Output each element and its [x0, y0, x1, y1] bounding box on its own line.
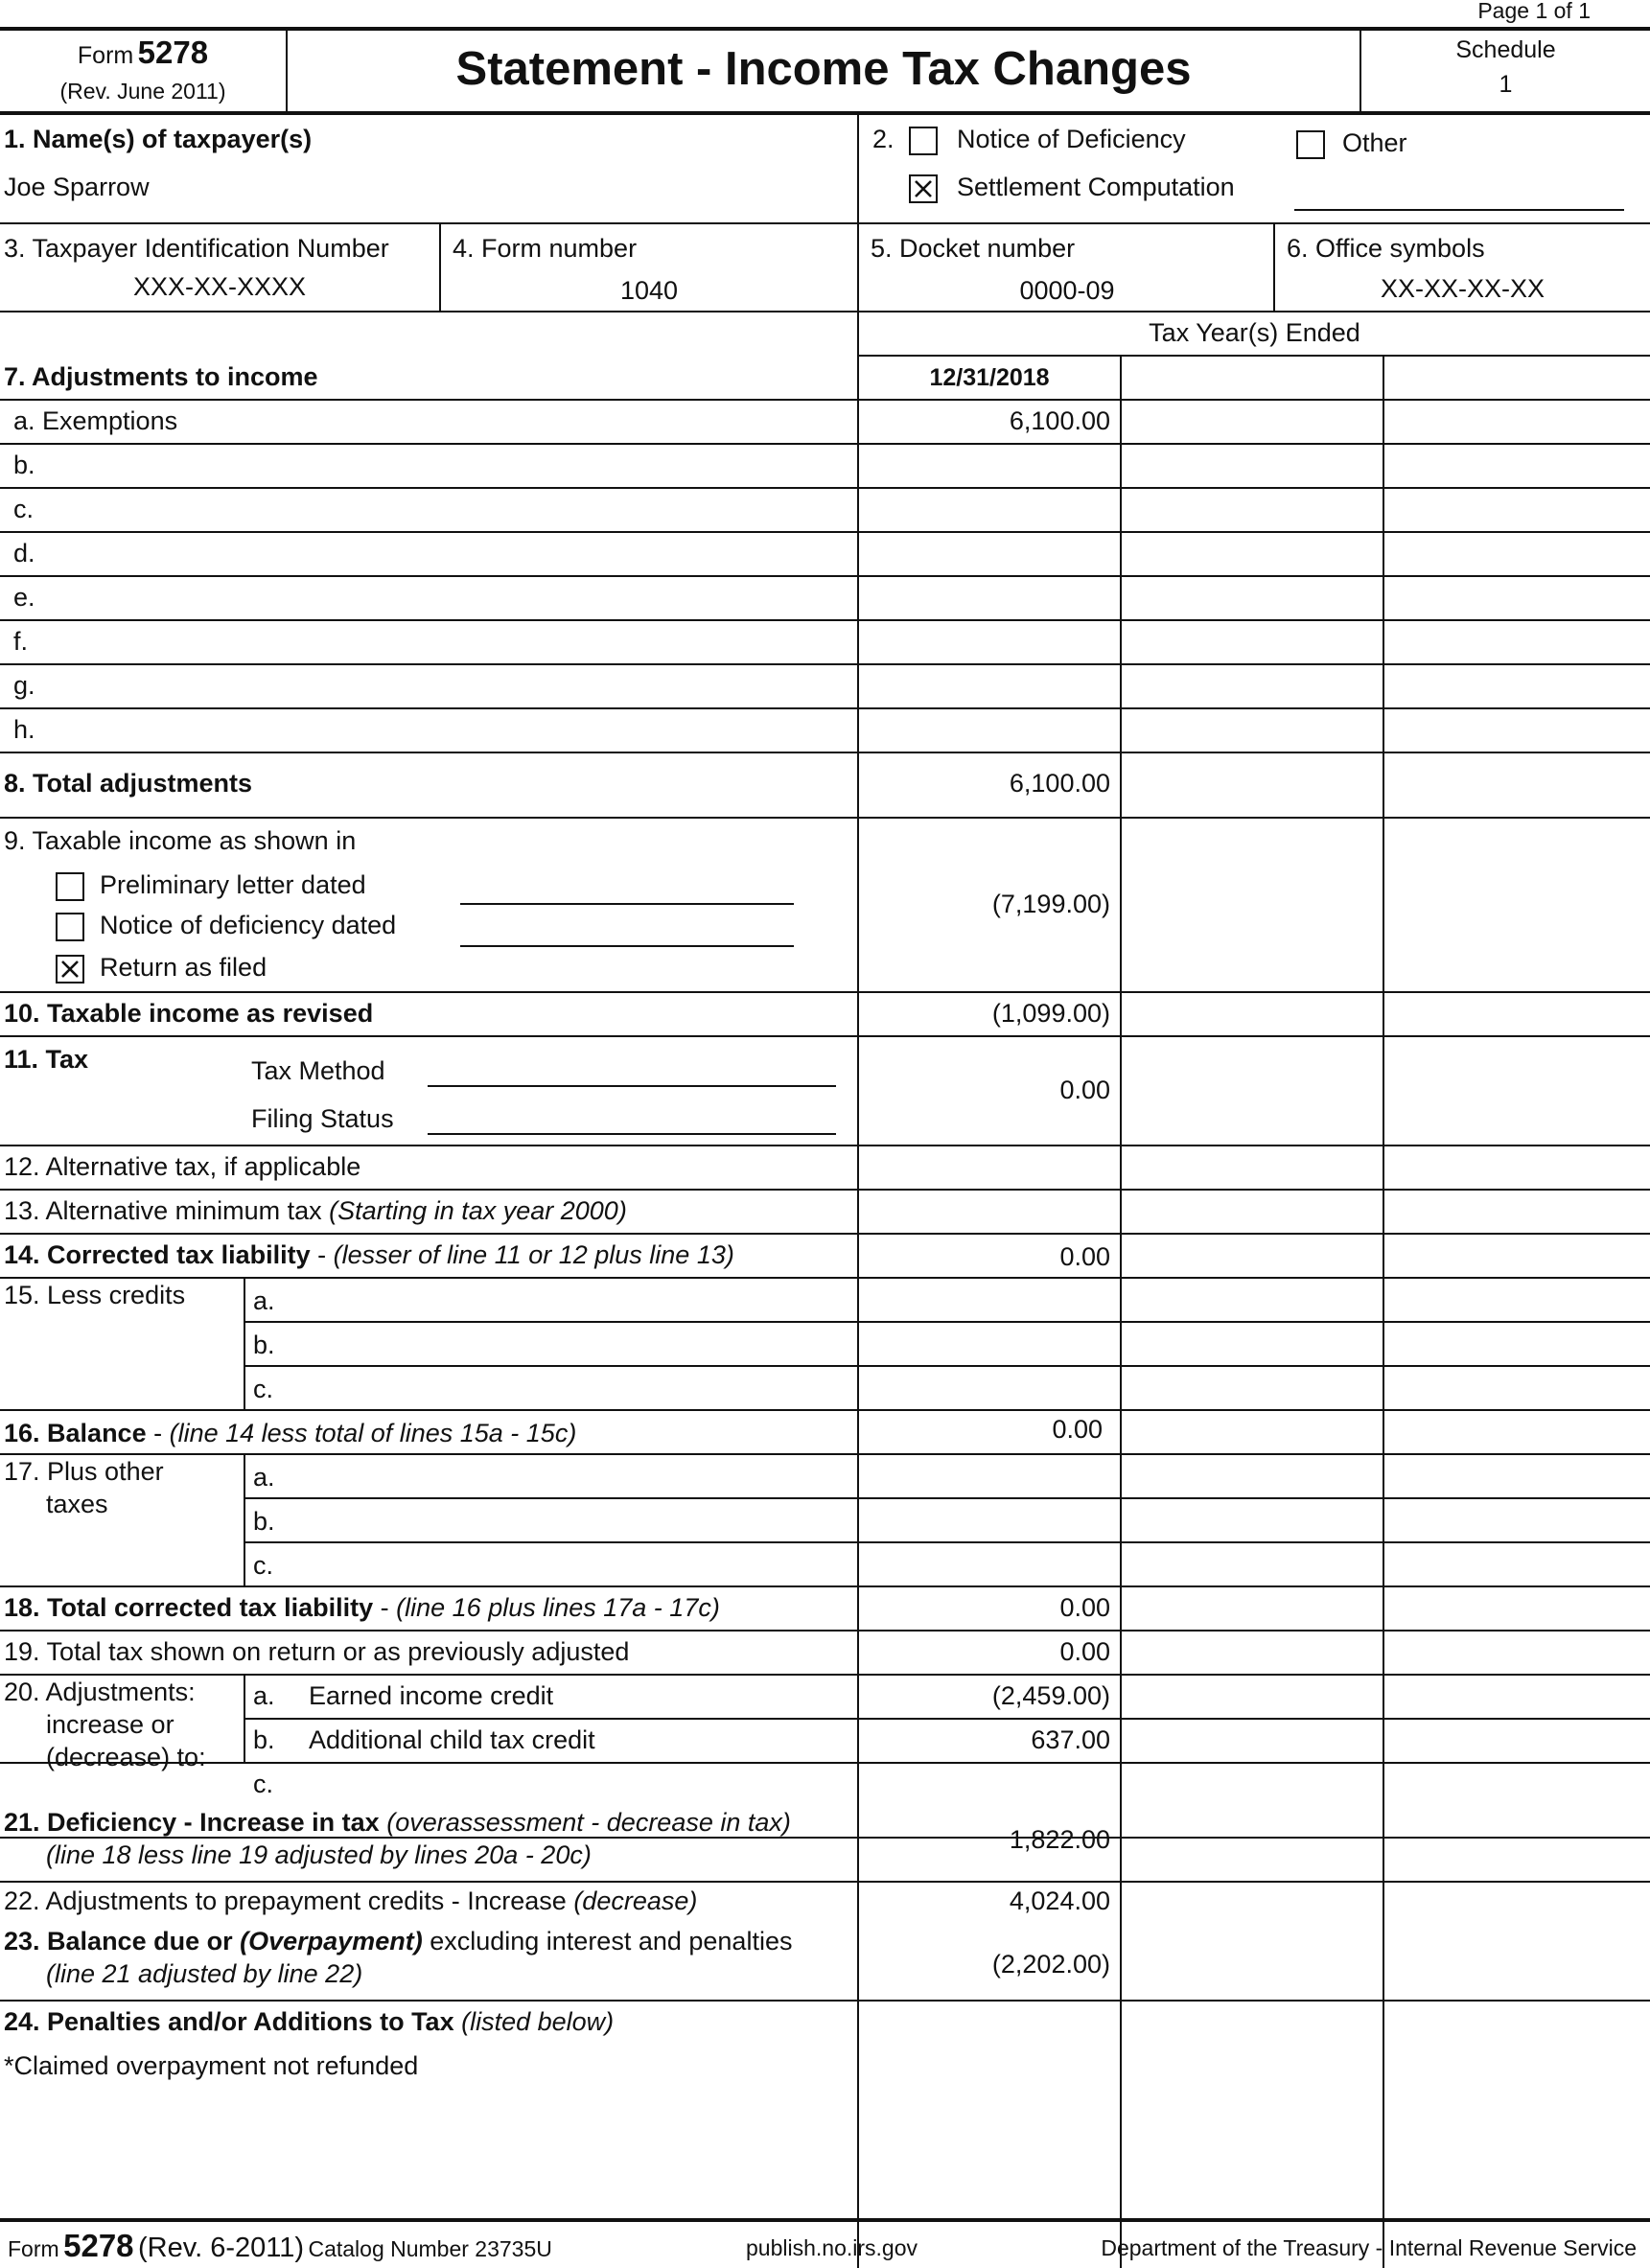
- rule: [244, 1321, 1650, 1323]
- rule: [0, 1453, 1650, 1455]
- office-symbols-value[interactable]: XX-XX-XX-XX: [1380, 274, 1545, 303]
- line-10-value[interactable]: (1,099.00): [991, 999, 1110, 1028]
- rule-top: [0, 27, 1650, 31]
- line-16-note: (line 14 less total of lines 15a - 15c): [169, 1419, 577, 1447]
- notice-of-deficiency-checkbox[interactable]: [909, 127, 938, 155]
- line-16-value[interactable]: 0.00: [1052, 1415, 1103, 1444]
- form-title: Statement - Income Tax Changes: [455, 43, 1192, 95]
- taxpayer-name-label: 1. Name(s) of taxpayer(s): [4, 125, 313, 153]
- check-x-icon: [59, 959, 81, 980]
- form-prefix: Form: [77, 42, 134, 69]
- line-22-note: (decrease): [573, 1886, 698, 1915]
- rule: [0, 1881, 1650, 1883]
- line-14-label: 14. Corrected tax liability: [4, 1240, 311, 1269]
- settlement-computation-checkbox[interactable]: [909, 174, 938, 203]
- schedule-number: 1: [1499, 71, 1513, 98]
- line-24: [4, 2009, 614, 2035]
- notice-of-deficiency-dated-label: Notice of deficiency dated: [100, 911, 397, 939]
- line-18-label: 18. Total corrected tax liability: [4, 1593, 374, 1622]
- preliminary-letter-checkbox[interactable]: [56, 872, 84, 901]
- rule: [0, 1035, 1650, 1037]
- line-20-label-cont: increase or: [46, 1710, 174, 1739]
- line-17b-label: b.: [253, 1507, 275, 1536]
- rule-header-bottom: [0, 111, 1650, 115]
- rule: [0, 487, 1650, 489]
- notice-date-line: [460, 945, 794, 947]
- line-23-value[interactable]: (2,202.00): [991, 1950, 1110, 1979]
- rule: [0, 1837, 1650, 1839]
- line-20-label: 20. Adjustments:: [4, 1678, 196, 1706]
- line-7g-label: g.: [13, 671, 35, 700]
- return-as-filed-label: Return as filed: [100, 953, 267, 982]
- column-divider: [1120, 357, 1122, 2268]
- divider: [857, 113, 859, 222]
- line-11-value[interactable]: 0.00: [1059, 1076, 1110, 1104]
- notice-of-deficiency-dated-checkbox[interactable]: [56, 913, 84, 941]
- page-indicator: Page 1 of 1: [1477, 0, 1591, 23]
- claimed-overpayment-note: *Claimed overpayment not refunded: [4, 2051, 419, 2080]
- line-7e-label: e.: [13, 583, 35, 612]
- rule: [0, 1674, 1650, 1676]
- line-15a-label: a.: [253, 1286, 275, 1315]
- item-2-number: 2.: [872, 125, 895, 153]
- rule-bottom: [0, 2218, 1650, 2222]
- line-20b-letter: b.: [253, 1725, 275, 1754]
- filing-status-line: [428, 1133, 836, 1135]
- line-18: [4, 1595, 720, 1621]
- form-number: 5278: [137, 35, 209, 70]
- tax-years-header: Tax Year(s) Ended: [1149, 318, 1360, 347]
- line-17a-label: a.: [253, 1463, 275, 1492]
- rule: [0, 707, 1650, 709]
- line-20a-letter: a.: [253, 1681, 275, 1710]
- line-21-formula: (line 18 less line 19 adjusted by lines 20a - 20c): [46, 1840, 592, 1869]
- line-23-rest: excluding interest and penalties: [430, 1927, 793, 1956]
- column-divider: [1383, 357, 1384, 2268]
- line-14: [4, 1242, 734, 1268]
- rule: [0, 399, 1650, 401]
- other-blank-line: [1294, 209, 1624, 211]
- line-21: [4, 1810, 791, 1836]
- line-7h-label: h.: [13, 715, 35, 744]
- rule: [0, 311, 1650, 312]
- line-22-value[interactable]: 4,024.00: [1009, 1886, 1110, 1915]
- line-18-separator: -: [373, 1593, 397, 1622]
- line-14-separator: -: [310, 1240, 334, 1269]
- footer-form-number: 5278: [63, 2228, 134, 2263]
- line-20b-value[interactable]: 637.00: [1031, 1725, 1110, 1754]
- tax-method-line: [428, 1085, 836, 1087]
- form-number-label: 4. Form number: [453, 234, 638, 263]
- line-21-value[interactable]: 1,822.00: [1009, 1825, 1110, 1854]
- other-checkbox[interactable]: [1296, 130, 1325, 159]
- check-x-icon: [913, 178, 934, 199]
- line-23-label: 23. Balance due or: [4, 1927, 233, 1956]
- line-17-label-cont: taxes: [46, 1490, 108, 1518]
- line-18-note: (line 16 plus lines 17a - 17c): [396, 1593, 720, 1622]
- rule: [0, 1585, 1650, 1587]
- line-7b-label: b.: [13, 451, 35, 479]
- rule: [0, 1145, 1650, 1146]
- rule: [0, 619, 1650, 621]
- line-13: [4, 1198, 627, 1224]
- line-7a-label: a. Exemptions: [13, 406, 178, 435]
- rule: [244, 1365, 1650, 1367]
- rule: [244, 1497, 1650, 1499]
- form-id: [0, 36, 286, 68]
- rule: [0, 752, 1650, 753]
- line-7d-label: d.: [13, 539, 35, 567]
- rule: [0, 1189, 1650, 1191]
- preliminary-letter-date-line: [460, 903, 794, 905]
- rule: [857, 355, 1650, 357]
- line-16-label: 16. Balance: [4, 1419, 147, 1447]
- rule: [244, 1541, 1650, 1543]
- line-13-label: 13. Alternative minimum tax: [4, 1196, 322, 1225]
- preliminary-letter-label: Preliminary letter dated: [100, 870, 366, 899]
- line-8-value[interactable]: 6,100.00: [1009, 769, 1110, 798]
- rule: [0, 222, 1650, 224]
- rule: [0, 1277, 1650, 1279]
- footer-website: publish.no.irs.gov: [746, 2235, 918, 2260]
- line-17-label: 17. Plus other: [4, 1457, 164, 1486]
- line-23: [4, 1929, 792, 1955]
- line-17c-label: c.: [253, 1551, 274, 1580]
- tax-method-label: Tax Method: [251, 1056, 385, 1085]
- rule: [0, 1233, 1650, 1235]
- line-7a-value[interactable]: 6,100.00: [1009, 406, 1110, 435]
- line-20a-description: Earned income credit: [309, 1681, 554, 1710]
- form-revision: (Rev. June 2011): [59, 79, 226, 104]
- sub-divider: [244, 1279, 245, 1409]
- line-21-label: 21. Deficiency - Increase in tax: [4, 1808, 380, 1837]
- tin-value[interactable]: XXX-XX-XXXX: [132, 272, 307, 301]
- rule: [0, 1630, 1650, 1632]
- rule: [0, 817, 1650, 819]
- line-13-note: (Starting in tax year 2000): [329, 1196, 627, 1225]
- line-23-formula: (line 21 adjusted by line 22): [46, 1959, 363, 1988]
- footer-form-id: [8, 2230, 552, 2262]
- line-14-value[interactable]: 0.00: [1059, 1242, 1110, 1271]
- rule: [0, 1409, 1650, 1411]
- schedule-label: Schedule: [1455, 36, 1556, 63]
- line-22: [4, 1888, 697, 1914]
- footer-department: Department of the Treasury - Internal Revenue Service: [1101, 2235, 1637, 2260]
- line-20c-letter: c.: [253, 1770, 274, 1798]
- line-24-note: (listed below): [461, 2007, 615, 2036]
- line-21-note: (overassessment - decrease in tax): [386, 1808, 791, 1837]
- line-20b-description: Additional child tax credit: [309, 1725, 595, 1754]
- line-15-label: 15. Less credits: [4, 1281, 186, 1309]
- other-label: Other: [1342, 128, 1407, 157]
- line-14-note: (lesser of line 11 or 12 plus line 13): [333, 1240, 734, 1269]
- form-number-value[interactable]: 1040: [619, 276, 679, 305]
- rule: [0, 991, 1650, 993]
- rule: [0, 663, 1650, 665]
- line-19-label: 19. Total tax shown on return or as previously adjusted: [4, 1637, 630, 1666]
- footer-form-prefix: Form: [8, 2236, 59, 2261]
- filing-status-label: Filing Status: [251, 1104, 394, 1133]
- footer-catalog: Catalog Number 23735U: [308, 2236, 552, 2261]
- sub-divider: [244, 1676, 245, 1764]
- footer-revision: (Rev. 6-2011): [138, 2233, 304, 2263]
- office-symbols-label: 6. Office symbols: [1287, 234, 1485, 263]
- rule: [0, 1762, 1650, 1764]
- sub-divider: [244, 1455, 245, 1585]
- line-7f-label: f.: [13, 627, 29, 656]
- return-as-filed-checkbox[interactable]: [56, 955, 84, 984]
- line-15c-label: c.: [253, 1375, 274, 1403]
- line-16-separator: -: [146, 1419, 170, 1447]
- line-10-label: 10. Taxable income as revised: [4, 999, 374, 1028]
- line-16: [4, 1421, 576, 1446]
- docket-number-label: 5. Docket number: [871, 234, 1076, 263]
- line-23-overpayment: (Overpayment): [240, 1927, 423, 1956]
- line-22-label: 22. Adjustments to prepayment credits - Increase: [4, 1886, 567, 1915]
- line-9-value[interactable]: (7,199.00): [991, 890, 1110, 918]
- line-7c-label: c.: [13, 495, 35, 523]
- line-24-label: 24. Penalties and/or Additions to Tax: [4, 2007, 454, 2036]
- taxpayer-name[interactable]: Joe Sparrow: [4, 173, 150, 201]
- rule: [244, 1718, 1650, 1720]
- settlement-computation-label: Settlement Computation: [957, 173, 1235, 201]
- line-11-label: 11. Tax: [4, 1045, 89, 1074]
- rule: [0, 2000, 1650, 2002]
- line-7-label: 7. Adjustments to income: [4, 362, 318, 391]
- line-15b-label: b.: [253, 1331, 275, 1359]
- line-12-label: 12. Alternative tax, if applicable: [4, 1152, 361, 1181]
- rule: [0, 443, 1650, 445]
- year-column-1: 12/31/2018: [929, 364, 1050, 391]
- rule: [0, 531, 1650, 533]
- line-9-label: 9. Taxable income as shown in: [4, 826, 357, 855]
- line-8-label: 8. Total adjustments: [4, 769, 253, 798]
- line-19-value[interactable]: 0.00: [1059, 1637, 1110, 1666]
- line-20-label-cont: (decrease) to:: [46, 1743, 206, 1771]
- rule: [0, 575, 1650, 577]
- tin-label: 3. Taxpayer Identification Number: [4, 234, 389, 263]
- docket-number-value[interactable]: 0000-09: [1019, 276, 1115, 305]
- line-20a-value[interactable]: (2,459.00): [991, 1681, 1110, 1710]
- notice-of-deficiency-label: Notice of Deficiency: [957, 125, 1186, 153]
- line-18-value[interactable]: 0.00: [1059, 1593, 1110, 1622]
